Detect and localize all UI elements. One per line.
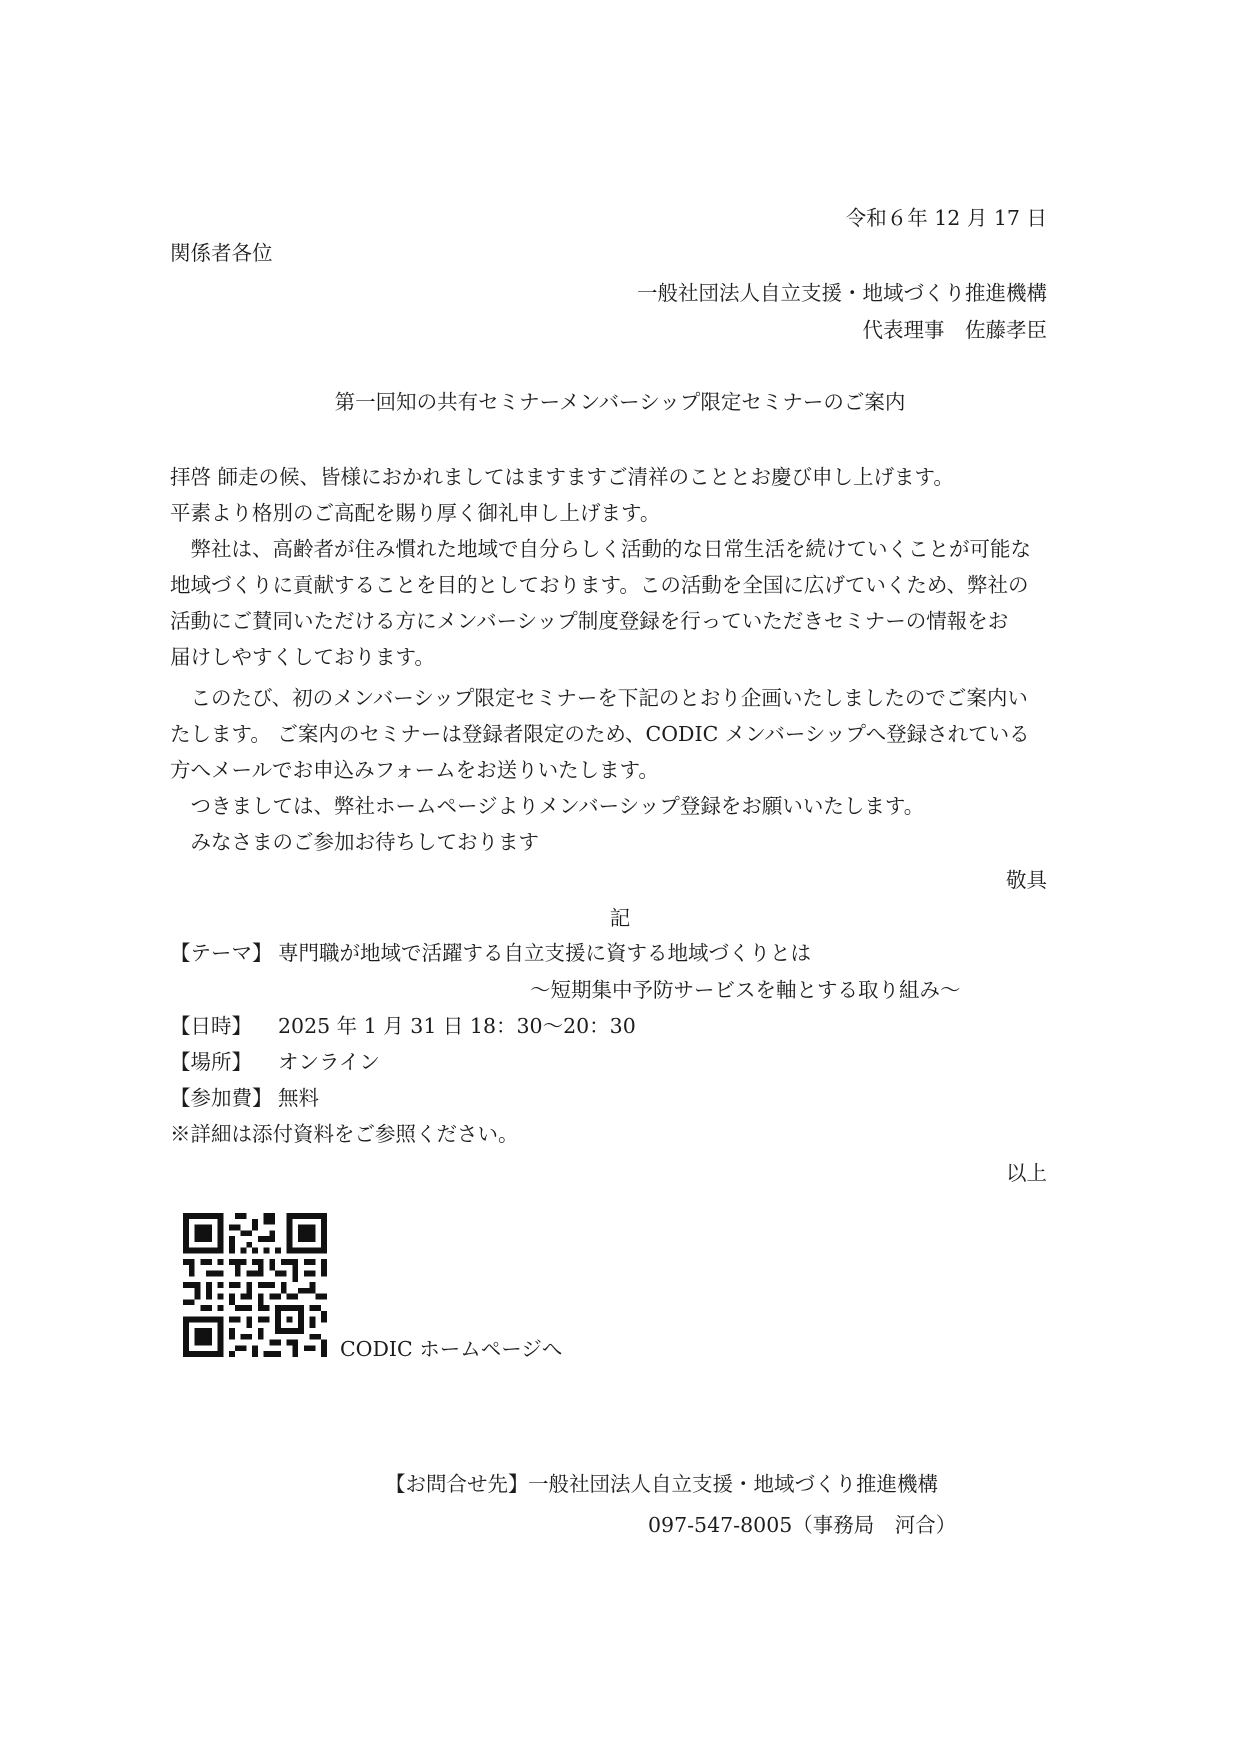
body-line: たします。 ご案内のセミナーは登録者限定のため、CODIC メンバーシップへ登録されている	[170, 722, 1030, 746]
sender-organization: 一般社団法人自立支援・地域づくり推進機構	[637, 281, 1047, 305]
ki-heading: 記	[609, 906, 631, 930]
document-title: 第一回知の共有セミナーメンバーシップ限定セミナーのご案内	[334, 390, 906, 414]
body-line: 平素より格別のご高配を賜り厚く御礼申し上げます。	[170, 501, 661, 525]
sender-representative: 代表理事 佐藤孝臣	[862, 318, 1047, 342]
datetime-value: 2025 年 1 月 31 日 18：30～20：30	[278, 1014, 636, 1038]
theme-label: 【テーマ】	[170, 941, 273, 965]
body-line: つきましては、弊社ホームページよりメンバーシップ登録をお願いいたします。	[170, 794, 925, 818]
datetime-label: 【日時】	[170, 1014, 252, 1038]
body-line: このたび、初のメンバーシップ限定セミナーを下記のとおり企画いたしましたのでご案内い	[170, 686, 1028, 710]
place-label: 【場所】	[170, 1050, 252, 1074]
addressee: 関係者各位	[170, 241, 273, 265]
body-line: 地域づくりに貢献することを目的としております。この活動を全国に広げていくため、弊社の	[170, 573, 1029, 597]
qr-code-icon	[183, 1213, 327, 1357]
qr-caption: CODIC ホームページへ	[340, 1337, 563, 1361]
body-line: 拝啓 師走の候、皆様におかれましてはますますご清祥のこととお慶び申し上げます。	[170, 465, 954, 489]
contact-organization: 一般社団法人自立支援・地域づくり推進機構	[528, 1472, 938, 1496]
place-value: オンライン	[278, 1050, 380, 1074]
fee-label: 【参加費】	[170, 1086, 273, 1110]
body-line: 方へメールでお申込みフォームをお送りいたします。	[170, 758, 659, 782]
body-line: 弊社は、高齢者が住み慣れた地域で自分らしく活動的な日常生活を続けていくことが可能な	[170, 537, 1031, 561]
contact-label: 【お問合せ先】	[385, 1472, 529, 1496]
end-mark: 以上	[1006, 1161, 1047, 1185]
theme-subtitle: ～短期集中予防サービスを軸とする取り組み～	[530, 978, 961, 1002]
details-note: ※詳細は添付資料をご参照ください。	[170, 1122, 519, 1146]
contact-phone: 097-547-8005（事務局 河合）	[648, 1513, 957, 1537]
theme-value: 専門職が地域で活躍する自立支援に資する地域づくりとは	[278, 941, 811, 965]
fee-value: 無料	[278, 1086, 319, 1110]
body-line: みなさまのご参加お待ちしております	[170, 830, 539, 854]
closing-keigu: 敬具	[1006, 868, 1047, 892]
body-line: 活動にご賛同いただける方にメンバーシップ制度登録を行っていただきセミナーの情報をお	[170, 609, 1009, 633]
letter-date: 令和６年 12 月 17 日	[845, 206, 1047, 230]
body-line: 届けしやすくしております。	[170, 645, 435, 669]
